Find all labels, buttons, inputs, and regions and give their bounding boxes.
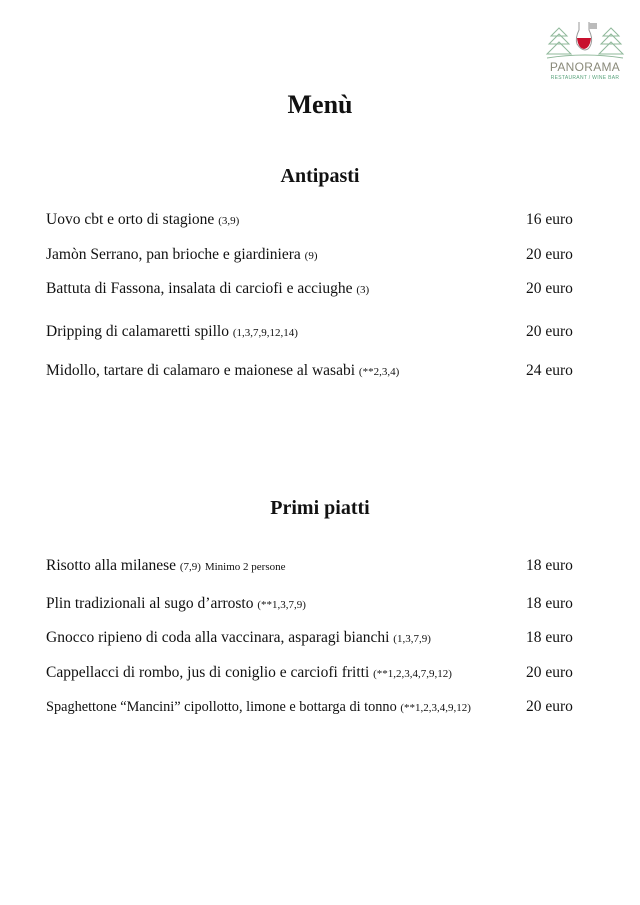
item-name: Cappellacci di rombo, jus di coniglio e carciofi fritti [46, 664, 370, 681]
logo-tree-wine-glass-icon [545, 20, 625, 62]
logo-subtitle: RESTAURANT / WINE BAR [550, 75, 620, 81]
menu-item [46, 696, 586, 718]
item-allergens: (**1,2,3,4,9,12) [400, 702, 471, 714]
item-name: Dripping di calamaretti spillo [46, 323, 229, 340]
item-allergens: (3) [356, 284, 370, 296]
item-price: 24 euro [526, 362, 573, 379]
section-heading-primi-piatti: Primi piatti [270, 497, 370, 519]
item-name: Uovo cbt e orto di stagione [46, 211, 215, 228]
item-name: Gnocco ripieno di coda alla vaccinara, asparagi bianchi [46, 629, 390, 646]
item-price: 20 euro [526, 664, 573, 681]
item-name: Midollo, tartare di calamaro e maionese al wasabi [46, 362, 356, 379]
logo-name: PANORAMA [549, 60, 621, 74]
item-name: Spaghettone “Mancini” cipollotto, limone e bottarga di tonno [46, 699, 397, 715]
item-price: 18 euro [526, 595, 573, 612]
page-title: Menù [287, 90, 353, 119]
item-allergens: (3,9) [218, 215, 240, 227]
item-allergens: (**1,2,3,4,7,9,12) [373, 668, 452, 680]
item-allergens: (1,3,7,9) [393, 633, 431, 645]
item-allergens: (9) [304, 250, 318, 262]
item-price: 20 euro [526, 323, 573, 340]
menu-item [46, 593, 586, 615]
item-allergens: (1,3,7,9,12,14) [232, 327, 298, 339]
menu-item [46, 209, 586, 231]
item-name: Plin tradizionali al sugo d’arrosto [46, 595, 254, 612]
menu-item [46, 627, 586, 649]
item-price: 18 euro [526, 629, 573, 646]
restaurant-logo [545, 20, 625, 88]
menu-item [46, 244, 586, 266]
item-allergens: (**1,3,7,9) [257, 599, 306, 611]
item-price: 20 euro [526, 698, 573, 715]
item-name: Jamòn Serrano, pan brioche e giardiniera [46, 246, 301, 263]
item-note: Minimo 2 persone [204, 561, 286, 573]
item-name: Risotto alla milanese [46, 557, 177, 574]
menu-item [46, 321, 586, 343]
section-heading-antipasti: Antipasti [280, 165, 360, 187]
item-price: 20 euro [526, 280, 573, 297]
menu-item [46, 360, 586, 382]
item-price: 16 euro [526, 211, 573, 228]
menu-item [46, 662, 586, 684]
item-allergens: (7,9) [179, 561, 201, 573]
menu-item [46, 555, 586, 577]
item-price: 20 euro [526, 246, 573, 263]
item-price: 18 euro [526, 557, 573, 574]
item-allergens: (**2,3,4) [358, 366, 400, 378]
item-name: Battuta di Fassona, insalata di carciofi e acciughe [46, 280, 353, 297]
menu-item [46, 278, 586, 300]
